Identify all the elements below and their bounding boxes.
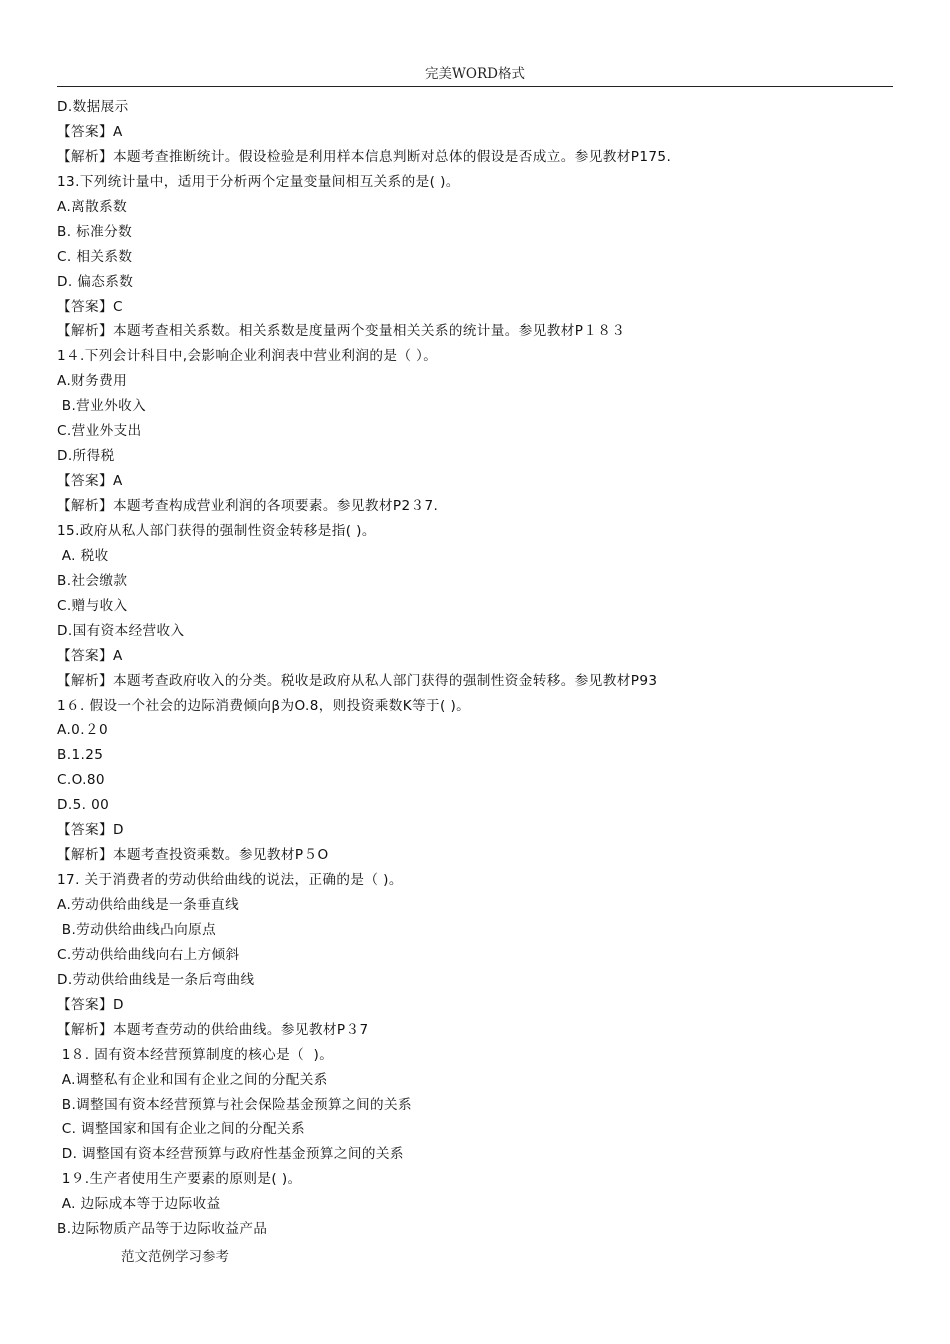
text-line: D. 调整国有资本经营预算与政府性基金预算之间的关系 bbox=[57, 1146, 404, 1163]
text-line: B.调整国有资本经营预算与社会保险基金预算之间的关系 bbox=[57, 1096, 413, 1113]
text-line: 【解析】本题考查推断统计。假设检验是利用样本信息判断对总体的假设是否成立。参见教材P175. bbox=[57, 148, 672, 165]
text-line: 【解析】本题考查劳动的供给曲线。参见教材P３7 bbox=[57, 1021, 369, 1038]
text-line: B. 标准分数 bbox=[57, 223, 133, 240]
text-line: 【解析】本题考查构成营业利润的各项要素。参见教材P2３7. bbox=[57, 498, 439, 514]
text-line: 1４.下列会计科目中,会影响企业利润表中营业利润的是（ ）。 bbox=[57, 348, 438, 365]
text-line: A.调整私有企业和国有企业之间的分配关系 bbox=[57, 1071, 328, 1088]
header-divider bbox=[57, 86, 893, 87]
text-line: B.劳动供给曲线凸向原点 bbox=[57, 921, 217, 938]
text-line: A. 边际成本等于边际收益 bbox=[57, 1196, 221, 1213]
text-line: B.社会缴款 bbox=[57, 572, 128, 589]
text-line: A. 税收 bbox=[57, 547, 109, 564]
text-line: 【答案】A bbox=[57, 647, 123, 664]
text-line: 【答案】A bbox=[57, 123, 123, 140]
page-footer: 范文范例学习参考 bbox=[121, 1249, 229, 1265]
text-line: A.财务费用 bbox=[57, 373, 128, 390]
text-line: A.离散系数 bbox=[57, 198, 128, 215]
text-line: D. 偏态系数 bbox=[57, 273, 134, 290]
text-line: B.边际物质产品等于边际收益产品 bbox=[57, 1221, 268, 1238]
text-line: C. 相关系数 bbox=[57, 248, 133, 265]
text-line: C. 调整国家和国有企业之间的分配关系 bbox=[57, 1121, 305, 1138]
text-line: A.劳动供给曲线是一条垂直线 bbox=[57, 897, 240, 913]
text-line: B.营业外收入 bbox=[57, 398, 147, 415]
text-line: 【答案】C bbox=[57, 298, 123, 315]
text-line: B.1.25 bbox=[57, 747, 104, 764]
text-line: 【解析】本题考查政府收入的分类。税收是政府从私人部门获得的强制性资金转移。参见教材P93 bbox=[57, 672, 658, 689]
text-line: 【答案】A bbox=[57, 473, 123, 490]
text-line: D.5. 00 bbox=[57, 797, 110, 814]
text-line: C.劳动供给曲线向右上方倾斜 bbox=[57, 946, 240, 963]
text-line: 15.政府从私人部门获得的强制性资金转移是指( )。 bbox=[57, 522, 376, 539]
text-line: D.劳动供给曲线是一条后弯曲线 bbox=[57, 971, 255, 988]
text-line: A.0.２0 bbox=[57, 722, 108, 739]
text-line: 【答案】D bbox=[57, 996, 124, 1013]
document-body bbox=[57, 95, 897, 1242]
text-line: 1８. 固有资本经营预算制度的核心是（ )。 bbox=[57, 1046, 334, 1063]
text-line: D.数据展示 bbox=[57, 99, 129, 115]
text-line: 【答案】D bbox=[57, 822, 124, 839]
text-line: 【解析】本题考查投资乘数。参见教材P５O bbox=[57, 847, 329, 864]
text-line: 1６. 假设一个社会的边际消费倾向β为O.8，则投资乘数K等于( )。 bbox=[57, 697, 471, 714]
text-line: C.营业外支出 bbox=[57, 423, 142, 440]
page-header: 完美WORD格式 bbox=[425, 66, 525, 82]
text-line: 【解析】本题考查相关系数。相关系数是度量两个变量相关关系的统计量。参见教材P１８３ bbox=[57, 323, 626, 340]
text-line: 1９.生产者使用生产要素的原则是( )。 bbox=[57, 1171, 302, 1188]
text-line: C.赠与收入 bbox=[57, 597, 128, 614]
text-line: D.所得税 bbox=[57, 448, 115, 465]
text-line: C.O.80 bbox=[57, 772, 105, 789]
text-line: D.国有资本经营收入 bbox=[57, 622, 185, 639]
text-line: 17. 关于消费者的劳动供给曲线的说法，正确的是（ )。 bbox=[57, 872, 403, 889]
text-line: 13.下列统计量中，适用于分析两个定量变量间相互关系的是( )。 bbox=[57, 173, 460, 190]
